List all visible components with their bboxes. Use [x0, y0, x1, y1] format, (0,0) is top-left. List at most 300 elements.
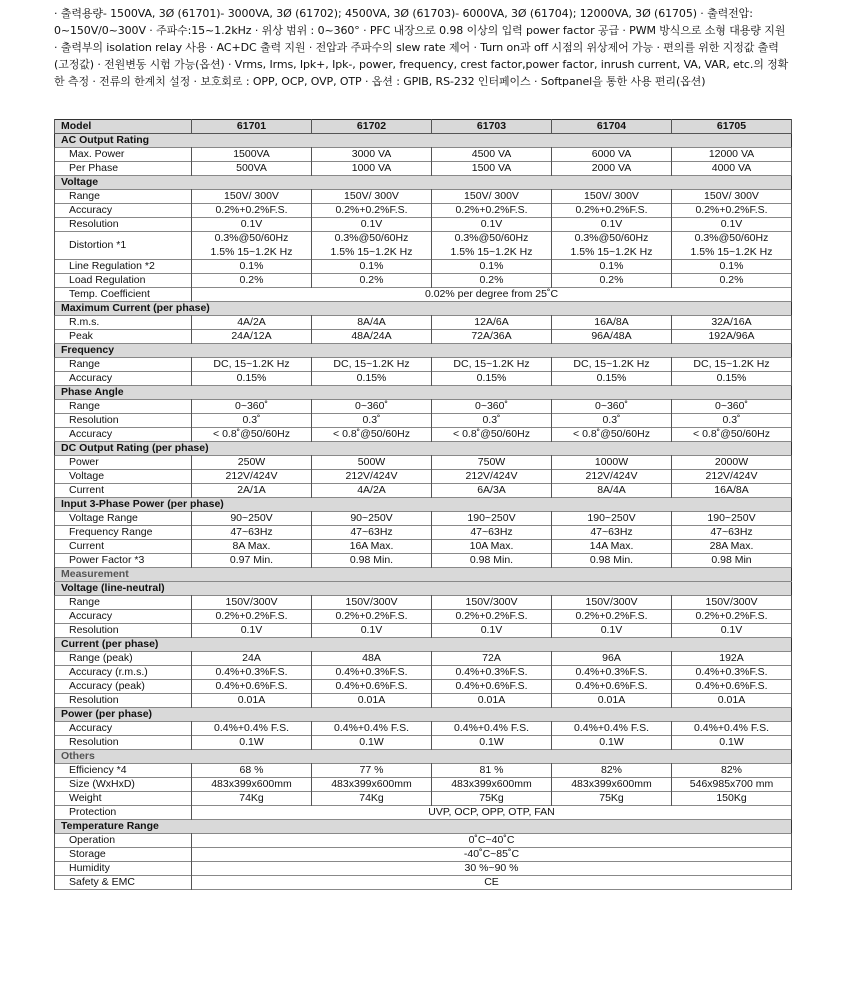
table-cell: 72A: [432, 652, 552, 666]
row-label: Line Regulation *2: [55, 260, 192, 274]
row-label: Distortion *1: [55, 232, 192, 260]
table-cell: 8A Max.: [192, 540, 312, 554]
table-cell: 6000 VA: [552, 148, 672, 162]
table-row: [55, 624, 792, 638]
table-cell: 0.2%: [552, 274, 672, 288]
section-heading: DC Output Rating (per phase): [55, 442, 792, 456]
table-cell: 0.1V: [672, 624, 792, 638]
row-label: Efficiency *4: [55, 764, 192, 778]
table-cell: 24A: [192, 652, 312, 666]
table-cell: 0.15%: [672, 372, 792, 386]
table-cell: 150V/ 300V: [432, 190, 552, 204]
table-cell-line: 0.3%@50/60Hz: [574, 232, 649, 244]
table-row: [55, 792, 792, 806]
table-section-row: [55, 442, 792, 456]
table-row: [55, 694, 792, 708]
row-label: Temp. Coefficient: [55, 288, 192, 302]
table-cell: 16A Max.: [312, 540, 432, 554]
table-row: [55, 596, 792, 610]
table-row: [55, 722, 792, 736]
table-cell: 4500 VA: [432, 148, 552, 162]
table-cell: 190~250V: [432, 512, 552, 526]
table-cell: DC, 15~1.2K Hz: [312, 358, 432, 372]
row-label: Accuracy (peak): [55, 680, 192, 694]
table-cell: 0.98 Min.: [312, 554, 432, 568]
table-cell: 0.4%+0.4% F.S.: [552, 722, 672, 736]
table-cell: 0.2%+0.2%F.S.: [312, 204, 432, 218]
table-cell: 0.15%: [432, 372, 552, 386]
row-label: Per Phase: [55, 162, 192, 176]
table-cell-line: 1.5% 15~1.2K Hz: [570, 245, 653, 258]
table-cell: [672, 232, 792, 260]
table-cell: 0.4%+0.4% F.S.: [312, 722, 432, 736]
section-heading: Phase Angle: [55, 386, 792, 400]
row-label: Accuracy: [55, 722, 192, 736]
table-cell: 0.1%: [432, 260, 552, 274]
header-model-label: Model: [55, 120, 192, 134]
table-cell-line: 1.5% 15~1.2K Hz: [210, 245, 293, 258]
table-cell: 0.98 Min.: [552, 554, 672, 568]
table-cell: 90~250V: [192, 512, 312, 526]
specification-table: [54, 119, 792, 890]
table-cell: 0.3˚: [672, 414, 792, 428]
table-cell: 75Kg: [552, 792, 672, 806]
table-cell: [312, 232, 432, 260]
table-cell: 96A: [552, 652, 672, 666]
table-cell-line: 0.3%@50/60Hz: [214, 232, 289, 244]
table-cell: 150V/300V: [192, 596, 312, 610]
table-cell-spanning: 0˚C~40˚C: [192, 834, 792, 848]
table-cell: 150V/300V: [552, 596, 672, 610]
section-heading: Voltage (line-neutral): [55, 582, 792, 596]
row-label: Resolution: [55, 736, 192, 750]
table-section-row: [55, 820, 792, 834]
table-row: [55, 218, 792, 232]
table-cell: 483x399x600mm: [192, 778, 312, 792]
row-label: R.m.s.: [55, 316, 192, 330]
table-row: [55, 372, 792, 386]
section-heading: Others: [55, 750, 792, 764]
row-label: Range: [55, 358, 192, 372]
table-cell: 0.3˚: [312, 414, 432, 428]
table-section-row: [55, 708, 792, 722]
table-cell: 47~63Hz: [672, 526, 792, 540]
header-model-61705: 61705: [672, 120, 792, 134]
table-cell: 82%: [672, 764, 792, 778]
table-row: [55, 666, 792, 680]
table-cell: 81 %: [432, 764, 552, 778]
table-cell: 4A/2A: [192, 316, 312, 330]
table-cell: 0.97 Min.: [192, 554, 312, 568]
table-cell: 0.2%+0.2%F.S.: [192, 610, 312, 624]
table-cell: 150V/300V: [432, 596, 552, 610]
table-cell: 0.01A: [672, 694, 792, 708]
table-cell: 47~63Hz: [552, 526, 672, 540]
table-section-row: [55, 344, 792, 358]
table-cell: 0.1W: [192, 736, 312, 750]
table-cell: 24A/12A: [192, 330, 312, 344]
table-row: [55, 316, 792, 330]
table-cell: 0.2%+0.2%F.S.: [432, 204, 552, 218]
table-cell: 0.2%: [672, 274, 792, 288]
row-label: Accuracy: [55, 204, 192, 218]
table-cell: 0.01A: [432, 694, 552, 708]
table-cell: < 0.8˚@50/60Hz: [552, 428, 672, 442]
table-cell: 0.4%+0.6%F.S.: [192, 680, 312, 694]
row-label: Load Regulation: [55, 274, 192, 288]
table-cell: 4A/2A: [312, 484, 432, 498]
table-cell: 192A: [672, 652, 792, 666]
table-section-row: [55, 638, 792, 652]
row-label: Accuracy: [55, 428, 192, 442]
table-cell: 1000 VA: [312, 162, 432, 176]
table-cell: 0.1V: [432, 624, 552, 638]
table-cell: DC, 15~1.2K Hz: [552, 358, 672, 372]
table-cell: DC, 15~1.2K Hz: [192, 358, 312, 372]
table-row: [55, 610, 792, 624]
row-label: Power: [55, 456, 192, 470]
table-cell: 0.2%+0.2%F.S.: [312, 610, 432, 624]
table-cell: 0.4%+0.6%F.S.: [552, 680, 672, 694]
table-cell: 0~360˚: [312, 400, 432, 414]
table-cell: 212V/424V: [672, 470, 792, 484]
table-row: [55, 288, 792, 302]
table-row: [55, 414, 792, 428]
row-label: Operation: [55, 834, 192, 848]
row-label: Safety & EMC: [55, 876, 192, 890]
table-cell: < 0.8˚@50/60Hz: [312, 428, 432, 442]
table-cell: 250W: [192, 456, 312, 470]
table-row: [55, 512, 792, 526]
table-row: [55, 260, 792, 274]
table-cell: 150V/ 300V: [312, 190, 432, 204]
table-cell-line: 1.5% 15~1.2K Hz: [450, 245, 533, 258]
section-heading: Current (per phase): [55, 638, 792, 652]
table-row: [55, 862, 792, 876]
table-cell: 0.4%+0.3%F.S.: [432, 666, 552, 680]
table-cell: 500VA: [192, 162, 312, 176]
table-cell: 14A Max.: [552, 540, 672, 554]
table-cell: 0~360˚: [432, 400, 552, 414]
table-cell: 500W: [312, 456, 432, 470]
table-row: [55, 358, 792, 372]
table-cell: 2A/1A: [192, 484, 312, 498]
table-cell: 0.1%: [552, 260, 672, 274]
table-cell: 0.2%: [432, 274, 552, 288]
table-row: [55, 778, 792, 792]
table-cell: 483x399x600mm: [552, 778, 672, 792]
row-label: Current: [55, 484, 192, 498]
table-cell: 0.1W: [552, 736, 672, 750]
specification-table-body: [55, 134, 792, 890]
table-cell: 0.01A: [552, 694, 672, 708]
header-model-61703: 61703: [432, 120, 552, 134]
table-row: [55, 526, 792, 540]
table-row: [55, 400, 792, 414]
header-model-61701: 61701: [192, 120, 312, 134]
table-cell: 0.3˚: [552, 414, 672, 428]
table-cell-spanning: -40˚C~85˚C: [192, 848, 792, 862]
section-heading: Temperature Range: [55, 820, 792, 834]
row-label: Current: [55, 540, 192, 554]
table-section-row: [55, 568, 792, 582]
table-section-row: [55, 498, 792, 512]
table-cell: [432, 232, 552, 260]
table-cell: 48A/24A: [312, 330, 432, 344]
table-cell: DC, 15~1.2K Hz: [672, 358, 792, 372]
table-cell: 0.4%+0.6%F.S.: [432, 680, 552, 694]
row-label: Range (peak): [55, 652, 192, 666]
table-row: [55, 540, 792, 554]
table-cell: 0.1%: [192, 260, 312, 274]
row-label: Range: [55, 596, 192, 610]
table-cell: 12000 VA: [672, 148, 792, 162]
table-cell: 150V/ 300V: [192, 190, 312, 204]
table-cell: DC, 15~1.2K Hz: [432, 358, 552, 372]
table-section-row: [55, 582, 792, 596]
table-cell: 0.01A: [312, 694, 432, 708]
section-heading: Maximum Current (per phase): [55, 302, 792, 316]
table-row: [55, 876, 792, 890]
table-cell: 0.1W: [672, 736, 792, 750]
table-cell: 0.1V: [552, 624, 672, 638]
table-cell: 0.4%+0.6%F.S.: [312, 680, 432, 694]
table-cell: 0.01A: [192, 694, 312, 708]
table-cell: 74Kg: [312, 792, 432, 806]
table-row: [55, 204, 792, 218]
table-cell: 47~63Hz: [312, 526, 432, 540]
table-cell: 0.2%+0.2%F.S.: [192, 204, 312, 218]
row-label: Humidity: [55, 862, 192, 876]
table-cell: 212V/424V: [432, 470, 552, 484]
table-cell: 0.3˚: [192, 414, 312, 428]
table-cell: 16A/8A: [552, 316, 672, 330]
table-cell: 0.2%+0.2%F.S.: [672, 610, 792, 624]
table-cell: 0.2%: [312, 274, 432, 288]
table-cell-line: 0.3%@50/60Hz: [334, 232, 409, 244]
table-cell: 0.1V: [432, 218, 552, 232]
table-cell: 0.2%+0.2%F.S.: [432, 610, 552, 624]
row-label: Voltage: [55, 470, 192, 484]
table-cell: 2000 VA: [552, 162, 672, 176]
table-cell-line: 0.3%@50/60Hz: [694, 232, 769, 244]
table-cell: 96A/48A: [552, 330, 672, 344]
table-cell: < 0.8˚@50/60Hz: [672, 428, 792, 442]
table-row: [55, 162, 792, 176]
section-heading: AC Output Rating: [55, 134, 792, 148]
table-row: [55, 834, 792, 848]
header-model-61702: 61702: [312, 120, 432, 134]
table-section-row: [55, 302, 792, 316]
row-label: Accuracy: [55, 610, 192, 624]
table-cell: 0.15%: [552, 372, 672, 386]
table-cell: [552, 232, 672, 260]
table-cell: 10A Max.: [432, 540, 552, 554]
table-cell: 190~250V: [672, 512, 792, 526]
table-cell: 47~63Hz: [192, 526, 312, 540]
table-cell: < 0.8˚@50/60Hz: [192, 428, 312, 442]
table-cell: 0.15%: [192, 372, 312, 386]
table-cell: 72A/36A: [432, 330, 552, 344]
table-cell: 47~63Hz: [432, 526, 552, 540]
table-cell: 0.2%+0.2%F.S.: [552, 204, 672, 218]
table-cell: 0.1W: [432, 736, 552, 750]
table-cell: 212V/424V: [192, 470, 312, 484]
table-cell: 150V/ 300V: [552, 190, 672, 204]
table-cell: 192A/96A: [672, 330, 792, 344]
table-cell: 0.2%+0.2%F.S.: [552, 610, 672, 624]
table-cell: 0.4%+0.3%F.S.: [192, 666, 312, 680]
table-cell: 0.1V: [192, 218, 312, 232]
table-cell: 0.1V: [672, 218, 792, 232]
table-cell: 212V/424V: [312, 470, 432, 484]
table-cell-line: 0.3%@50/60Hz: [454, 232, 529, 244]
table-cell: < 0.8˚@50/60Hz: [432, 428, 552, 442]
table-cell: 0~360˚: [552, 400, 672, 414]
table-cell: 3000 VA: [312, 148, 432, 162]
table-cell: 0.15%: [312, 372, 432, 386]
table-cell: 68 %: [192, 764, 312, 778]
table-cell: 1000W: [552, 456, 672, 470]
table-cell: 0.4%+0.6%F.S.: [672, 680, 792, 694]
table-row: [55, 736, 792, 750]
table-cell: 0.98 Min.: [432, 554, 552, 568]
table-row: [55, 806, 792, 820]
section-heading: Power (per phase): [55, 708, 792, 722]
table-cell: 0~360˚: [672, 400, 792, 414]
table-cell: 32A/16A: [672, 316, 792, 330]
table-cell: 28A Max.: [672, 540, 792, 554]
table-cell: 16A/8A: [672, 484, 792, 498]
table-cell: 4000 VA: [672, 162, 792, 176]
table-cell: 0.4%+0.3%F.S.: [312, 666, 432, 680]
row-label: Protection: [55, 806, 192, 820]
row-label: Accuracy (r.m.s.): [55, 666, 192, 680]
table-cell: 8A/4A: [552, 484, 672, 498]
table-cell: 212V/424V: [552, 470, 672, 484]
table-cell: 48A: [312, 652, 432, 666]
table-cell: 0.1V: [312, 624, 432, 638]
table-cell: 2000W: [672, 456, 792, 470]
table-cell: 74Kg: [192, 792, 312, 806]
table-cell: 483x399x600mm: [312, 778, 432, 792]
table-cell: 0.4%+0.4% F.S.: [192, 722, 312, 736]
section-heading: Voltage: [55, 176, 792, 190]
table-header-row: [55, 120, 792, 134]
table-row: [55, 148, 792, 162]
table-cell: 150V/ 300V: [672, 190, 792, 204]
row-label: Resolution: [55, 218, 192, 232]
table-row: [55, 680, 792, 694]
table-cell: 75Kg: [432, 792, 552, 806]
table-cell: 82%: [552, 764, 672, 778]
table-cell: 0.4%+0.3%F.S.: [672, 666, 792, 680]
table-section-row: [55, 750, 792, 764]
table-cell: 1500VA: [192, 148, 312, 162]
header-model-61704: 61704: [552, 120, 672, 134]
row-label: Range: [55, 190, 192, 204]
table-row: [55, 848, 792, 862]
table-cell: 6A/3A: [432, 484, 552, 498]
row-label: Resolution: [55, 694, 192, 708]
table-cell: 0.2%+0.2%F.S.: [672, 204, 792, 218]
row-label: Power Factor *3: [55, 554, 192, 568]
table-cell: 0.4%+0.4% F.S.: [432, 722, 552, 736]
table-cell: 0.1V: [192, 624, 312, 638]
row-label: Range: [55, 400, 192, 414]
table-cell: 0.1V: [312, 218, 432, 232]
table-cell: 0.3˚: [432, 414, 552, 428]
table-cell: 546x985x700 mm: [672, 778, 792, 792]
row-label: Size (WxHxD): [55, 778, 192, 792]
row-label: Resolution: [55, 414, 192, 428]
table-cell: 77 %: [312, 764, 432, 778]
table-cell-spanning: 30 %~90 %: [192, 862, 792, 876]
table-row: [55, 428, 792, 442]
table-row: [55, 274, 792, 288]
row-label: Voltage Range: [55, 512, 192, 526]
table-cell: 0.98 Min: [672, 554, 792, 568]
table-cell: 12A/6A: [432, 316, 552, 330]
product-feature-description: · 출력용량- 1500VA, 3Ø (61701)- 3000VA, 3Ø (61702); 4500VA, 3Ø (61703)- 6000VA, 3Ø (61704); 12000VA, 3Ø (61705) · 출력전압: 0~150V/0~300V · 주파수:15~1.2kHz · 위상 범위 : 0~360° · PFC 내장으로 0.98 이상의 입력 power factor 공급 · PWM 방식으로 소형 대용량 지원 · 출력부의 isolation relay 사용 · AC+DC 출력 지원 · 전압과 주파수의 slew rate 제어 · Turn on과 off 시점의 위상제어 가능 · 편의를 위한 지정값 출력(고정값) · 전원변동 시험 가능(옵션) · Vrms, Irms, Ipk+, Ipk-, power, frequency, crest factor,power factor, inrush current, VA, VAR, etc.의 정확한 측정 · 전류의 한계치 설정 · 보호회로 : OPP, OCP, OVP, OTP · 옵션 : GPIB, RS-232 인터페이스 · Softpanel을 통한 사용 편리(옵션): [54, 7, 789, 88]
table-cell: 90~250V: [312, 512, 432, 526]
row-label: Resolution: [55, 624, 192, 638]
table-cell: 0.1W: [312, 736, 432, 750]
row-label: Frequency Range: [55, 526, 192, 540]
table-section-row: [55, 134, 792, 148]
row-label: Storage: [55, 848, 192, 862]
section-heading: Frequency: [55, 344, 792, 358]
table-cell: 0.1%: [672, 260, 792, 274]
table-cell-spanning: 0.02% per degree from 25˚C: [192, 288, 792, 302]
table-cell: 190~250V: [552, 512, 672, 526]
table-cell: 483x399x600mm: [432, 778, 552, 792]
section-heading: Input 3-Phase Power (per phase): [55, 498, 792, 512]
table-cell: 150Kg: [672, 792, 792, 806]
table-cell: 150V/300V: [672, 596, 792, 610]
table-cell: 0.4%+0.3%F.S.: [552, 666, 672, 680]
table-row: [55, 330, 792, 344]
table-row: [55, 456, 792, 470]
table-cell: 0~360˚: [192, 400, 312, 414]
table-cell-line: 1.5% 15~1.2K Hz: [330, 245, 413, 258]
table-cell: 1500 VA: [432, 162, 552, 176]
table-cell: 0.1V: [552, 218, 672, 232]
table-cell: 0.2%: [192, 274, 312, 288]
table-cell: 150V/300V: [312, 596, 432, 610]
row-label: Peak: [55, 330, 192, 344]
table-section-row: [55, 176, 792, 190]
table-cell-spanning: CE: [192, 876, 792, 890]
row-label: Accuracy: [55, 372, 192, 386]
row-label: Max. Power: [55, 148, 192, 162]
table-row: [55, 232, 792, 260]
table-cell: 0.4%+0.4% F.S.: [672, 722, 792, 736]
table-row: [55, 652, 792, 666]
table-cell-spanning: UVP, OCP, OPP, OTP, FAN: [192, 806, 792, 820]
table-cell: 0.1%: [312, 260, 432, 274]
section-heading: Measurement: [55, 568, 792, 582]
table-cell-line: 1.5% 15~1.2K Hz: [690, 245, 773, 258]
table-section-row: [55, 386, 792, 400]
table-cell: 750W: [432, 456, 552, 470]
table-row: [55, 554, 792, 568]
table-row: [55, 764, 792, 778]
table-cell: 8A/4A: [312, 316, 432, 330]
row-label: Weight: [55, 792, 192, 806]
table-cell: [192, 232, 312, 260]
table-row: [55, 484, 792, 498]
